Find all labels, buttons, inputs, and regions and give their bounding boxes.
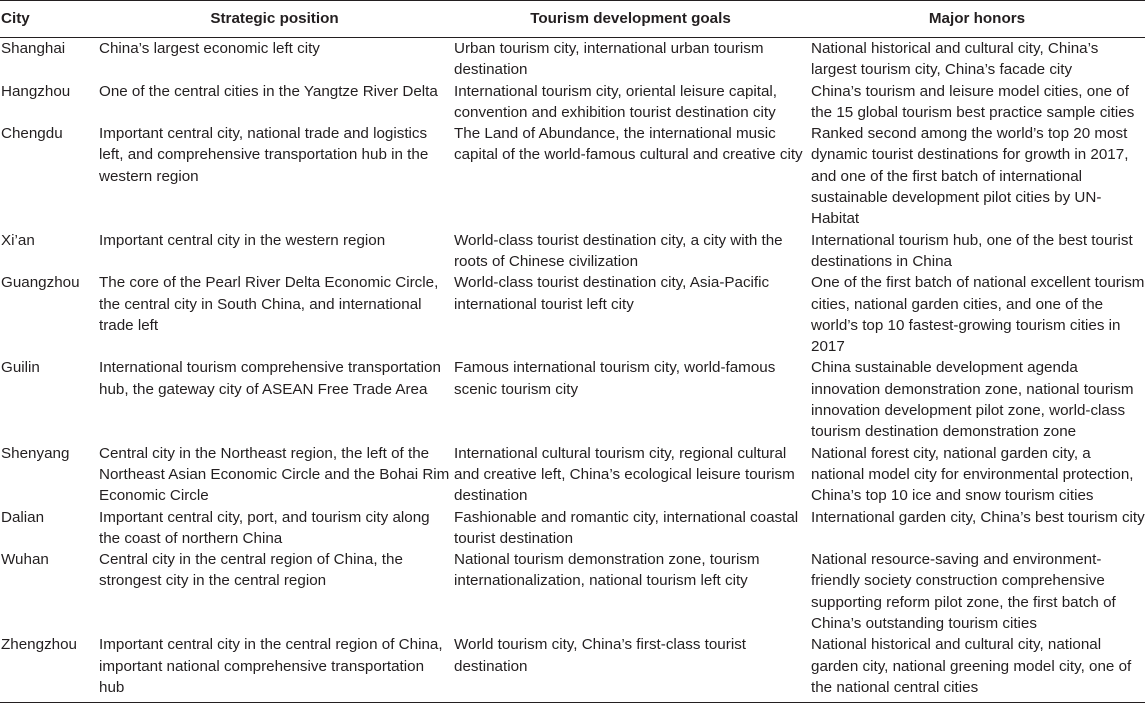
cell-position: Central city in the Northeast region, the left of the Northeast Asian Economic Circle and the Bohai Rim Economic Circle	[99, 444, 450, 505]
cell-goals: Famous international tourism city, world-famous scenic tourism city	[454, 359, 776, 398]
cell-city: Wuhan	[1, 551, 49, 569]
table-row	[0, 123, 1145, 229]
cell-honors: China’s tourism and leisure model cities, one of the 15 global tourism best practice sample cities	[811, 82, 1135, 121]
cell-honors: International garden city, China’s best tourism city	[811, 508, 1145, 526]
cell-city: Shenyang	[1, 444, 70, 462]
cell-city: Shanghai	[1, 40, 66, 57]
header-row	[0, 1, 1145, 38]
cell-position: Important central city, port, and tourism city along the coast of northern China	[99, 508, 430, 547]
table-row	[0, 443, 1145, 507]
header-major-honors: Major honors	[809, 1, 1145, 38]
cell-position: The core of the Pearl River Delta Economic Circle, the central city in South China, and international trade left	[99, 274, 439, 334]
cell-goals: Urban tourism city, international urban tourism destination	[454, 40, 764, 79]
cell-position: Important central city in the western region	[99, 231, 386, 249]
cell-city: Guangzhou	[1, 274, 80, 292]
cell-honors: China sustainable development agenda innovation demonstration zone, national tourism innovation development pilot zone, world-class tourism destination demonstration zone	[811, 359, 1134, 441]
cell-goals: The Land of Abundance, the international music capital of the world-famous cultural and creative city	[454, 125, 803, 164]
cell-position: Central city in the central region of China, the strongest city in the central region	[99, 551, 403, 590]
header-strategic-position: Strategic position	[97, 1, 452, 38]
cell-city: Chengdu	[1, 125, 63, 143]
table-row	[0, 230, 1145, 273]
cell-honors: International tourism hub, one of the best tourist destinations in China	[811, 231, 1133, 270]
cell-goals: International tourism city, oriental leisure capital, convention and exhibition tourist destination city	[454, 82, 778, 121]
cell-honors: National forest city, national garden city, a national model city for environmental protection, China’s top 10 ice and snow tourism cities	[811, 444, 1134, 505]
header-city: City	[0, 1, 97, 38]
cell-goals: National tourism demonstration zone, tourism internationalization, national tourism left city	[454, 551, 760, 590]
cell-goals: World-class tourist destination city, a city with the roots of Chinese civilization	[454, 231, 783, 270]
cell-city: Hangzhou	[1, 82, 71, 100]
table-row	[0, 507, 1145, 550]
cell-city: Dalian	[1, 508, 45, 526]
table-row	[0, 38, 1145, 81]
cell-goals: Fashionable and romantic city, international coastal tourist destination	[454, 508, 799, 547]
cell-city: Xi’an	[1, 231, 35, 249]
cell-honors: One of the first batch of national excellent tourism cities, national garden cities, and one of the world’s top 10 fastest-growing tourism cities in 2017	[811, 274, 1145, 356]
cell-honors: National historical and cultural city, China’s largest tourism city, China’s facade city	[811, 40, 1099, 79]
table-row	[0, 634, 1145, 702]
table-row	[0, 549, 1145, 634]
cell-position: Important central city, national trade and logistics left, and comprehensive transportation hub in the western region	[99, 125, 429, 185]
table-row	[0, 81, 1145, 124]
cell-city: Guilin	[1, 359, 40, 377]
cell-honors: National resource-saving and environment-friendly society construction comprehensive supporting reform pilot zone, the first batch of China’s outstanding tourism cities	[811, 551, 1116, 633]
cell-city: Zhengzhou	[0, 634, 97, 702]
table-row	[0, 272, 1145, 357]
table-row	[0, 357, 1145, 442]
cell-goals: World-class tourist destination city, Asia-Pacific international tourist left city	[454, 274, 770, 313]
header-tourism-goals: Tourism development goals	[452, 1, 809, 38]
cell-goals: International cultural tourism city, regional cultural and creative left, China’s ecological leisure tourism destination	[454, 444, 795, 505]
cell-position: International tourism comprehensive transportation hub, the gateway city of ASEAN Free Trade Area	[99, 359, 441, 398]
cell-honors: Ranked second among the world’s top 20 most dynamic tourist destinations for growth in 2017, and one of the first batch of international sustainable development pilot cities by UN-Habitat	[811, 125, 1129, 228]
cell-position: One of the central cities in the Yangtze River Delta	[99, 82, 438, 100]
cell-position: Important central city in the central region of China, important national comprehensive transportation hub	[97, 634, 452, 702]
cell-position: China’s largest economic left city	[99, 40, 320, 57]
cell-goals: World tourism city, China’s first-class tourist destination	[452, 634, 809, 702]
cell-honors: National historical and cultural city, national garden city, national greening model city, one of the national central cities	[809, 634, 1145, 702]
